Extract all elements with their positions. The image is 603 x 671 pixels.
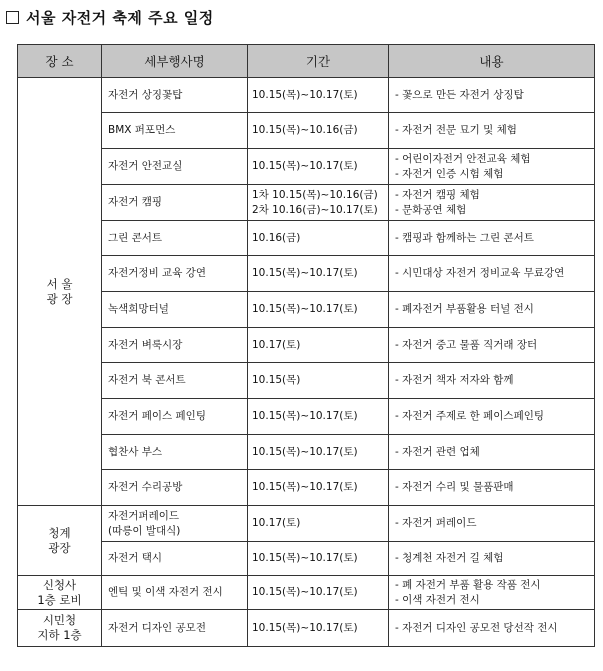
content-cell	[389, 363, 595, 399]
header-event: 세부행사명	[102, 45, 248, 78]
content-text: - 이색 자전거 전시	[395, 593, 480, 606]
event-text: 자전거 벼룩시장	[108, 338, 183, 351]
period-cell	[248, 506, 389, 542]
table-row	[18, 610, 595, 647]
content-text: - 자전거 중고 물품 직거래 장터	[395, 338, 538, 351]
event-cell	[102, 185, 248, 221]
period-cell	[248, 610, 389, 647]
title-text: 서울 자전거 축제 주요 일정	[26, 8, 214, 27]
event-text: 자전거 안전교실	[108, 160, 183, 172]
location-cell	[18, 78, 102, 506]
event-text: 그린 콘서트	[108, 231, 163, 244]
location-label: 신청사 1층 로비	[37, 577, 82, 607]
content-cell	[389, 185, 595, 221]
content-text: - 자전거 수리 및 물품판매	[395, 481, 514, 493]
period-cell	[248, 470, 389, 506]
schedule-table	[17, 44, 595, 647]
period-cell	[248, 149, 389, 185]
content-cell	[389, 435, 595, 470]
content-text: - 자전거 주제로 한 페이스페인팅	[395, 410, 544, 422]
table-body	[18, 78, 595, 647]
event-cell	[102, 113, 248, 149]
period-cell	[248, 328, 389, 363]
period-text: 10.15(목)~10.17(토)	[252, 88, 358, 101]
event-text: 자전거 디자인 공모전	[108, 621, 206, 634]
location-label: 시민청 지하 1층	[37, 613, 82, 642]
content-text: - 문화공연 체험	[395, 203, 467, 216]
table-row	[18, 221, 595, 256]
content-text: - 꽃으로 만든 자전거 상징탑	[395, 88, 524, 101]
table-row	[18, 542, 595, 576]
content-text: - 자전거 전문 묘기 및 체험	[395, 124, 517, 136]
period-text: 10.17(토)	[252, 517, 301, 529]
period-text: 10.15(목)~10.17(토)	[252, 586, 358, 598]
event-text: 자전거퍼레이드	[108, 509, 180, 522]
period-cell	[248, 542, 389, 576]
event-text: 자전거 북 콘서트	[108, 374, 186, 386]
table-row	[18, 292, 595, 328]
period-text: 10.15(목)~10.17(토)	[252, 481, 358, 493]
period-cell	[248, 292, 389, 328]
period-text: 10.15(목)~10.17(토)	[252, 160, 358, 172]
period-cell	[248, 435, 389, 470]
period-text: 10.16(금)	[252, 231, 301, 244]
header-content: 내용	[389, 45, 595, 78]
event-text: 엔틱 및 이색 자전거 전시	[108, 586, 223, 598]
content-cell	[389, 78, 595, 113]
table-row	[18, 149, 595, 185]
table-row	[18, 506, 595, 542]
table-row	[18, 576, 595, 610]
event-cell	[102, 542, 248, 576]
period-text: 10.15(목)~10.17(토)	[252, 303, 358, 315]
content-cell	[389, 256, 595, 292]
location-cell	[18, 576, 102, 610]
content-cell	[389, 542, 595, 576]
header-location: 장 소	[18, 45, 102, 78]
content-cell	[389, 470, 595, 506]
content-text: - 자전거 인증 시험 체험	[395, 167, 504, 180]
content-cell	[389, 292, 595, 328]
event-cell	[102, 78, 248, 113]
header-period: 기간	[248, 45, 389, 78]
content-cell	[389, 113, 595, 149]
period-cell	[248, 399, 389, 435]
table-row	[18, 363, 595, 399]
content-cell	[389, 610, 595, 647]
event-cell	[102, 470, 248, 506]
event-text: 녹색희망터널	[108, 303, 169, 315]
event-cell	[102, 292, 248, 328]
period-text: 10.15(목)	[252, 374, 301, 386]
content-cell	[389, 221, 595, 256]
content-text: - 청계천 자전거 길 체험	[395, 552, 504, 564]
period-cell	[248, 113, 389, 149]
content-text: - 폐자전거 부품활용 터널 전시	[395, 303, 534, 315]
period-text: 10.15(목)~10.17(토)	[252, 410, 358, 422]
event-cell	[102, 221, 248, 256]
event-text: 자전거 캠핑	[108, 196, 163, 208]
content-text: - 자전거 책자 저자와 함께	[395, 374, 514, 386]
table-row	[18, 470, 595, 506]
event-cell	[102, 328, 248, 363]
content-text: - 자전거 퍼레이드	[395, 517, 477, 529]
content-text: - 자전거 캠핑 체험	[395, 188, 480, 201]
event-text: BMX 퍼포먼스	[108, 124, 176, 136]
table-row	[18, 256, 595, 292]
checkbox-icon	[6, 11, 19, 24]
content-text: - 자전거 관련 업체	[395, 445, 480, 458]
event-text: 자전거 수리공방	[108, 481, 183, 493]
period-cell	[248, 185, 389, 221]
event-cell	[102, 576, 248, 610]
event-text: 협찬사 부스	[108, 445, 163, 458]
content-cell	[389, 576, 595, 610]
period-text: 2차 10.16(금)~10.17(토)	[252, 203, 378, 216]
location-cell	[18, 610, 102, 647]
table-row	[18, 185, 595, 221]
event-text: 자전거정비 교육 강연	[108, 267, 206, 279]
content-text: - 자전거 디자인 공모전 당선작 전시	[395, 621, 558, 634]
event-text: 자전거 상징꽃탑	[108, 88, 183, 101]
period-cell	[248, 576, 389, 610]
period-text: 10.15(목)~10.16(금)	[252, 124, 358, 136]
event-cell	[102, 610, 248, 647]
content-cell	[389, 506, 595, 542]
content-text: - 캠핑과 함께하는 그린 콘서트	[395, 231, 534, 244]
event-cell	[102, 149, 248, 185]
event-cell	[102, 435, 248, 470]
period-cell	[248, 363, 389, 399]
content-cell	[389, 399, 595, 435]
content-text: - 폐 자전거 부품 활용 작품 전시	[395, 578, 541, 591]
event-cell	[102, 506, 248, 542]
event-cell	[102, 256, 248, 292]
document-title	[6, 4, 214, 30]
header-row	[18, 45, 595, 78]
event-text: (따릉이 발대식)	[108, 524, 181, 537]
event-text: 자전거 페이스 페인팅	[108, 410, 206, 422]
event-cell	[102, 399, 248, 435]
period-cell	[248, 256, 389, 292]
content-cell	[389, 149, 595, 185]
content-text: - 시민대상 자전거 정비교육 무료강연	[395, 267, 565, 279]
location-label: 청계 광장	[48, 525, 71, 555]
table-row	[18, 399, 595, 435]
period-text: 10.15(목)~10.17(토)	[252, 621, 358, 634]
period-text: 1차 10.15(목)~10.16(금)	[252, 188, 378, 201]
location-cell	[18, 506, 102, 576]
event-text: 자전거 택시	[108, 552, 163, 564]
period-text: 10.15(목)~10.17(토)	[252, 267, 358, 279]
content-cell	[389, 328, 595, 363]
event-cell	[102, 363, 248, 399]
table-row	[18, 78, 595, 113]
table-row	[18, 328, 595, 363]
table-row	[18, 113, 595, 149]
period-cell	[248, 78, 389, 113]
period-text: 10.15(목)~10.17(토)	[252, 552, 358, 564]
period-text: 10.17(토)	[252, 338, 301, 351]
period-text: 10.15(목)~10.17(토)	[252, 445, 358, 458]
period-cell	[248, 221, 389, 256]
content-text: - 어린이자전거 안전교육 체험	[395, 152, 531, 165]
location-label: 서 울 광 장	[46, 276, 73, 306]
table-row	[18, 435, 595, 470]
